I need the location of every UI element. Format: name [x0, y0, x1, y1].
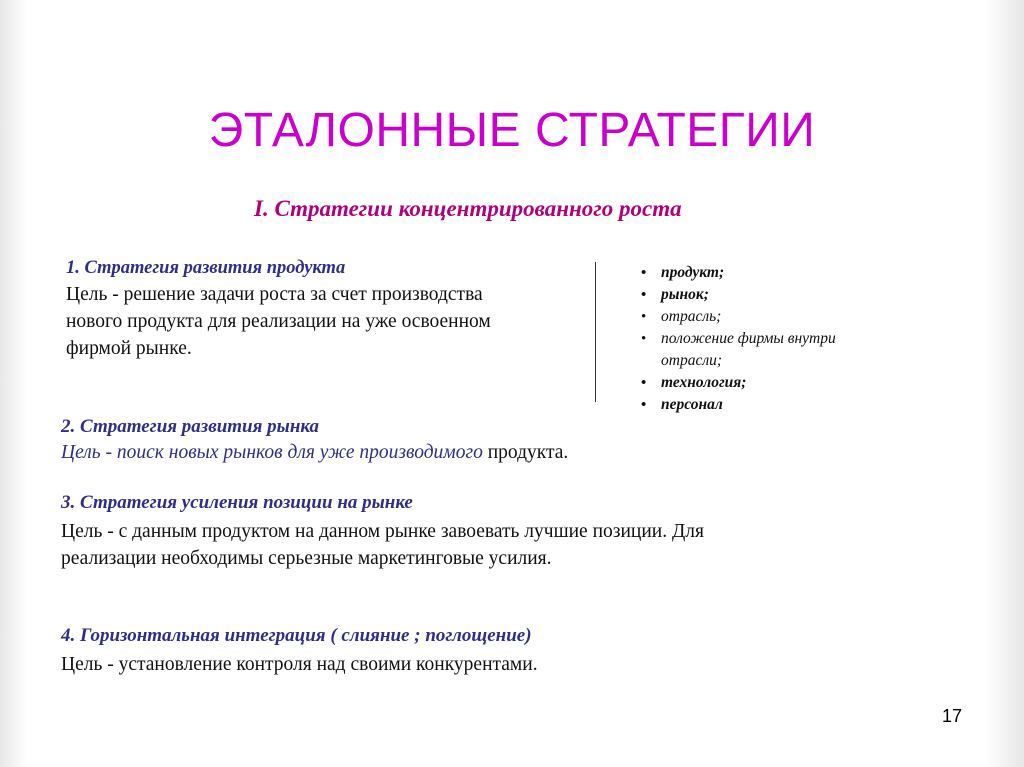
factor-list: [641, 262, 836, 416]
strategy-3-heading: 3. Стратегия усиления позиции на рынке: [61, 492, 413, 513]
strategy-1-heading: 1. Стратегия развития продукта: [66, 258, 346, 278]
factor-item: • продукт;: [641, 262, 836, 284]
factor-item: • рынок;: [641, 284, 836, 306]
strategy-2-heading: 2. Стратегия развития рынка: [61, 416, 320, 437]
strategy-2: [61, 416, 568, 464]
strategy-4: [61, 625, 538, 678]
strategy-1-line-3: фирмой рынке.: [66, 338, 192, 359]
strategy-3-line-2: реализации необходимы серьезные маркетинговые усилия.: [61, 548, 552, 569]
strategy-2-goal: Цель - поиск новых рынков для уже производимого продукта.: [61, 442, 569, 463]
strategy-3-line-1: Цель - с данным продуктом на данном рынке завоевать лучшие позиции. Для: [61, 521, 704, 542]
strategy-1: [66, 258, 491, 362]
page-number: 17: [942, 706, 963, 726]
divider-line: [595, 262, 596, 402]
factor-item: • отрасль;: [641, 306, 836, 328]
factor-item: • положение фирмы внутри отрасли;: [641, 328, 836, 372]
factor-item: • технология;: [641, 372, 836, 394]
slide-subtitle: I. Стратегии концентрированного роста: [254, 196, 682, 221]
strategy-1-line-2: нового продукта для реализации на уже освоенном: [66, 311, 491, 332]
factor-item: • персонал: [641, 394, 836, 416]
strategy-1-line-1: Цель - решение задачи роста за счет производства: [66, 284, 483, 305]
slide-title: ЭТАЛОННЫЕ СТРАТЕГИИ: [208, 104, 816, 157]
strategy-3: [61, 492, 704, 572]
strategy-4-heading: 4. Горизонтальная интеграция ( слияние ; поглощение): [61, 625, 532, 646]
strategy-4-line-1: Цель - установление контроля над своими конкурентами.: [61, 654, 538, 675]
